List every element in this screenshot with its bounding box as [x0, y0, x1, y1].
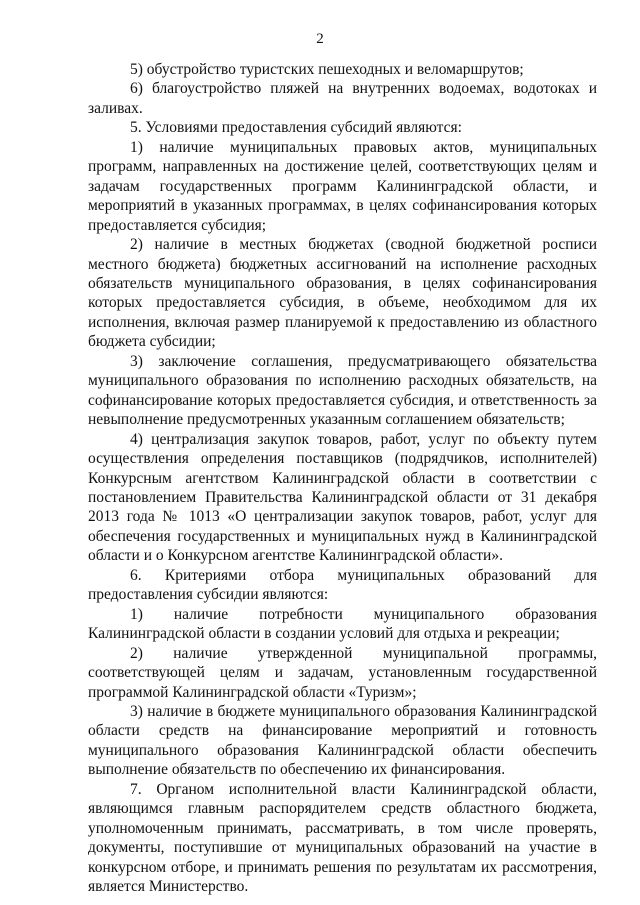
paragraph-section-7: 7. Органом исполнительной власти Калининградской области, являющимся главным распорядителем средств областного бюджета, уполномоченным принимать, рассматривать, в том числе проверять, документы, поступившие от муниципальных образований на участие в конкурсном отборе, и принимать решения по результатам их рассмотрения, является Министерство. — [88, 780, 597, 896]
page-number: 2 — [316, 31, 324, 47]
paragraph-item-6: 6) благоустройство пляжей на внутренних водоемах, водотоках и заливах. — [88, 80, 597, 117]
paragraph-condition-4: 4) централизация закупок товаров, работ, услуг по объекту путем осуществления определения поставщиков (подрядчиков, исполнителей) Конкурсным агентством Калининградской области в соответствии с постановлением Правительства Калининградской области от 31 декабря 2013 года № 1013 «О централизации закупок товаров, работ, услуг для обеспечения государственных и муниципальных нужд в Калининградской области и о Конкурсном агентстве Калининградской области». — [88, 430, 597, 565]
paragraph-condition-2: 2) наличие в местных бюджетах (сводной бюджетной росписи местного бюджета) бюджетных ассигнований на исполнение расходных обязательств муниципального образования, в целях софинансирования которых предоставляется субсидия, в объеме, необходимом для их исполнения, включая размер планируемой к предоставлению из областного бюджета субсидии; — [88, 236, 597, 351]
paragraph-condition-3: 3) заключение соглашения, предусматривающего обязательства муниципального образования по исполнению расходных обязательств, на софинансирование которых предоставляется субсидия, и ответственность за невыполнение предусмотренных указанным соглашением обязательств; — [88, 352, 597, 429]
paragraph-criterion-2: 2) наличие утвержденной муниципальной программы, соответствующей целям и задачам, установленным государственной программой Калининградской области «Туризм»; — [88, 644, 597, 701]
document-body — [88, 60, 597, 896]
paragraph-item-5: 5) обустройство туристских пешеходных и веломаршрутов; — [130, 61, 524, 78]
paragraph-criterion-1: 1) наличие потребности муниципального образования Калининградской области в создании условий для отдыха и рекреации; — [88, 605, 597, 643]
paragraph-criterion-3: 3) наличие в бюджете муниципального образования Калининградской области средств на финансирование мероприятий и готовность муниципального образования Калининградской области обеспечить выполнение обязательств по обеспечению их финансирования. — [88, 702, 597, 779]
paragraph-section-6: 6. Критериями отбора муниципальных образований для предоставления субсидии являются: — [88, 566, 597, 604]
paragraph-condition-1: 1) наличие муниципальных правовых актов, муниципальных программ, направленных на достижение целей, соответствующих целям и задачам государственных программ Калининградской области, и мероприятий в указанных программах, в целях софинансирования которых предоставляется субсидия; — [88, 138, 597, 234]
paragraph-section-5: 5. Условиями предоставления субсидий являются: — [130, 119, 462, 137]
